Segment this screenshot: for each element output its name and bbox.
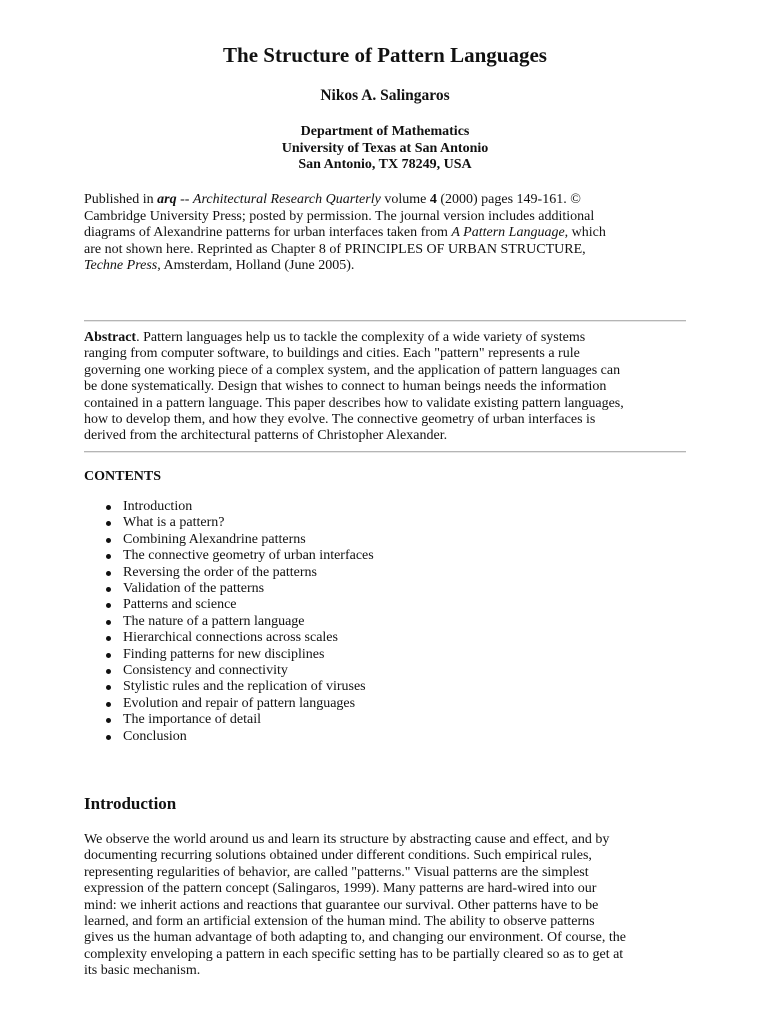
toc-link-nature-of-pattern-language[interactable]: The nature of a pattern language xyxy=(123,613,305,629)
bullet-icon xyxy=(106,505,111,510)
publication-text: , Amsterdam, Holland (June 2005). xyxy=(157,258,355,274)
introduction-line: expression of the pattern concept (Salingaros, 1999). Many patterns are hard-wired into our xyxy=(84,881,597,897)
introduction-paragraph xyxy=(84,832,686,980)
toc-link-hierarchical-connections[interactable]: Hierarchical connections across scales xyxy=(123,630,338,646)
abstract-line: ranging from computer software, to buildings and cities. Each "pattern" represents a rule xyxy=(84,346,580,362)
bullet-icon xyxy=(106,620,111,625)
bullet-icon xyxy=(106,538,111,543)
volume-label: volume xyxy=(380,192,430,207)
toc-link-conclusion[interactable]: Conclusion xyxy=(123,728,187,744)
publication-text: diagrams of Alexandrine patterns for urban interfaces taken from xyxy=(84,225,452,241)
contents-heading: CONTENTS xyxy=(84,469,162,484)
toc-link-reversing-order[interactable]: Reversing the order of the patterns xyxy=(123,564,317,580)
horizontal-divider xyxy=(84,451,686,453)
journal-separator: -- xyxy=(176,192,193,207)
abstract-label: Abstract xyxy=(84,330,137,345)
bullet-icon xyxy=(106,636,111,641)
affiliation-department: Department of Mathematics xyxy=(300,124,470,139)
toc-link-finding-patterns[interactable]: Finding patterns for new disciplines xyxy=(123,646,325,662)
publication-note-line xyxy=(84,192,686,209)
toc-link-validation[interactable]: Validation of the patterns xyxy=(123,581,265,597)
author-name: Nikos A. Salingaros xyxy=(320,87,450,104)
publication-text: , which xyxy=(564,225,606,241)
bullet-icon xyxy=(106,685,111,690)
publication-note-line xyxy=(84,258,686,275)
introduction-line: documenting recurring solutions obtained under different conditions. Such empirical rules, xyxy=(84,848,592,864)
journal-short-name: arq xyxy=(157,192,177,207)
publication-prefix: Published in xyxy=(84,192,158,207)
introduction-line: mind: we inherit actions and reactions that guarantee our survival. Other patterns have to be xyxy=(84,897,599,913)
volume-number: 4 xyxy=(429,192,437,207)
bullet-icon xyxy=(106,653,111,658)
toc-item xyxy=(84,548,374,564)
bullet-icon xyxy=(106,521,111,526)
introduction-line: gives us the human advantage of both adapting to, and changing our environment. Of course, the xyxy=(84,930,626,946)
bullet-icon xyxy=(106,603,111,608)
toc-link-combining-alexandrine-patterns[interactable]: Combining Alexandrine patterns xyxy=(123,531,306,547)
publication-pages: (2000) pages 149-161. © xyxy=(436,192,581,207)
toc-link-consistency-connectivity[interactable]: Consistency and connectivity xyxy=(123,663,288,679)
toc-link-patterns-and-science[interactable]: Patterns and science xyxy=(123,597,237,613)
publisher-name: Techne Press xyxy=(84,258,158,274)
toc-item xyxy=(84,597,374,613)
toc-item xyxy=(84,499,374,515)
abstract-line: contained in a pattern language. This paper describes how to validate existing pattern languages, xyxy=(84,395,624,411)
toc-item xyxy=(84,581,374,597)
toc-item xyxy=(84,565,374,581)
toc-link-introduction[interactable]: Introduction xyxy=(123,499,193,514)
bullet-icon xyxy=(106,587,111,592)
toc-item xyxy=(84,696,374,712)
toc-item xyxy=(84,712,374,728)
toc-item xyxy=(84,515,374,531)
abstract-line: be done systematically. Design that wishes to connect to human beings needs the information xyxy=(84,379,607,395)
abstract-line xyxy=(84,330,686,346)
introduction-line: learned, and form an artificial extension of the human mind. The ability to observe patterns xyxy=(84,914,595,930)
toc-link-stylistic-rules[interactable]: Stylistic rules and the replication of viruses xyxy=(123,679,366,695)
abstract-paragraph xyxy=(84,330,686,445)
introduction-line: We observe the world around us and learn its structure by abstracting cause and effect, and by xyxy=(84,832,610,847)
bullet-icon xyxy=(106,735,111,740)
table-of-contents xyxy=(84,499,374,745)
bullet-icon xyxy=(106,571,111,576)
page-title: The Structure of Pattern Languages xyxy=(223,43,547,67)
section-heading-introduction: Introduction xyxy=(84,794,177,813)
introduction-line: complexity enveloping a pattern in each specific setting has to be partially cleared so as to get at xyxy=(84,946,624,962)
horizontal-divider xyxy=(84,320,686,322)
toc-item xyxy=(84,614,374,630)
bullet-icon xyxy=(106,554,111,559)
bullet-icon xyxy=(106,702,111,707)
abstract-line: how to develop them, and how they evolve. The connective geometry of urban interfaces is xyxy=(84,412,596,428)
abstract-text: . Pattern languages help us to tackle the complexity of a wide variety of systems xyxy=(136,330,586,345)
author-affiliation xyxy=(84,124,686,174)
publication-note-line: Cambridge University Press; posted by permission. The journal version includes additional xyxy=(84,208,595,224)
toc-item xyxy=(84,729,374,745)
introduction-line: representing regularities of behavior, are called "patterns." Visual patterns are the simplest xyxy=(84,864,589,880)
affiliation-university: University of Texas at San Antonio xyxy=(281,140,489,156)
abstract-line: governing one working piece of a complex system, and the application of pattern languages can xyxy=(84,362,621,378)
publication-note-line xyxy=(84,225,686,242)
bullet-icon xyxy=(106,718,111,723)
toc-item xyxy=(84,663,374,679)
publication-note-line: are not shown here. Reprinted as Chapter 8 of PRINCIPLES OF URBAN STRUCTURE, xyxy=(84,241,586,257)
toc-link-connective-geometry[interactable]: The connective geometry of urban interfaces xyxy=(123,548,374,564)
publication-note xyxy=(84,192,686,275)
toc-item xyxy=(84,647,374,663)
introduction-line: its basic mechanism. xyxy=(84,963,201,979)
toc-link-importance-of-detail[interactable]: The importance of detail xyxy=(123,712,261,728)
toc-link-what-is-a-pattern[interactable]: What is a pattern? xyxy=(123,515,225,531)
book-title: A Pattern Language xyxy=(451,225,565,241)
toc-item xyxy=(84,679,374,695)
affiliation-address: San Antonio, TX 78249, USA xyxy=(298,157,472,172)
bullet-icon xyxy=(106,669,111,674)
toc-item xyxy=(84,630,374,646)
abstract-line: derived from the architectural patterns of Christopher Alexander. xyxy=(84,428,448,444)
journal-full-name: Architectural Research Quarterly xyxy=(192,192,381,207)
toc-item xyxy=(84,532,374,548)
toc-link-evolution-repair[interactable]: Evolution and repair of pattern languages xyxy=(123,695,356,711)
